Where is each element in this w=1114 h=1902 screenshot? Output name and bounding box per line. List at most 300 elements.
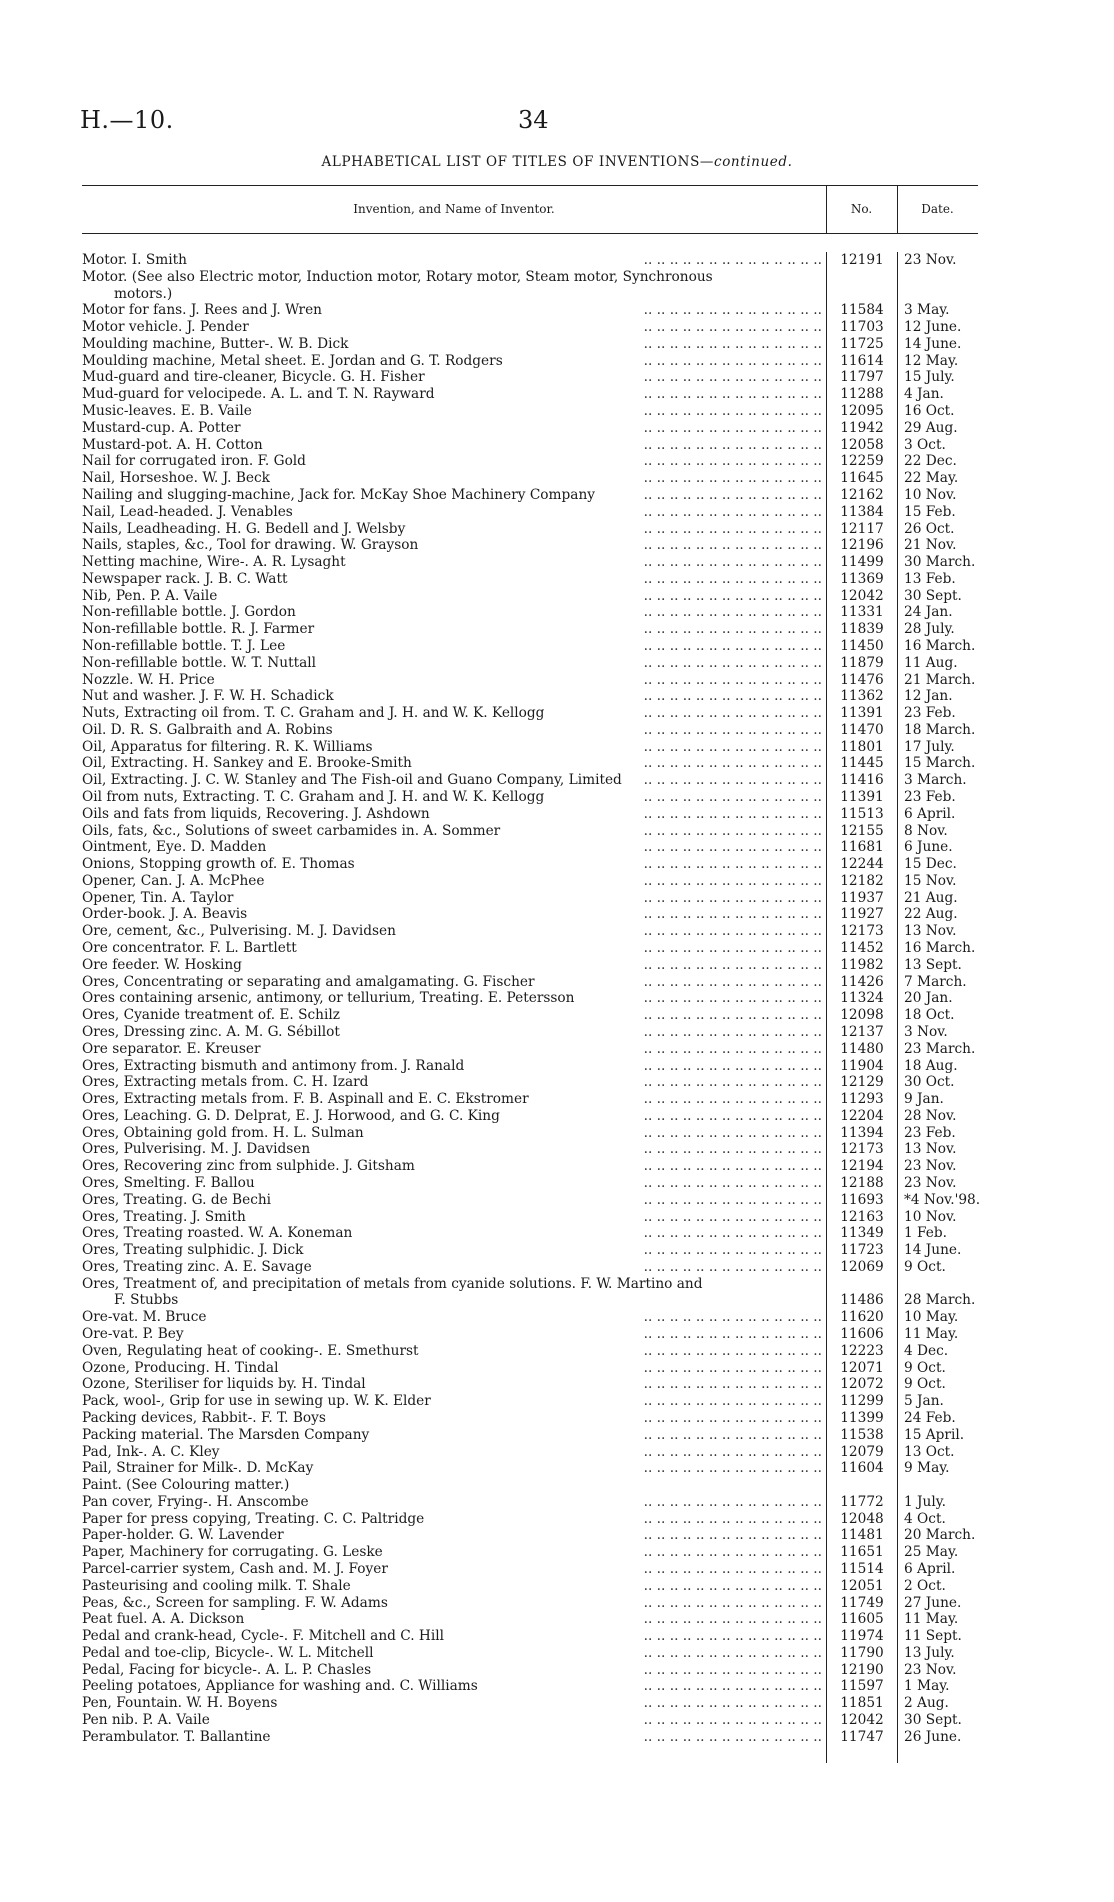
invention-text bbox=[82, 890, 822, 907]
invention-title: Ores, Treating roasted. W. A. Koneman bbox=[82, 1225, 358, 1241]
list-item bbox=[0, 655, 1114, 672]
leader-dots: .. .. .. .. .. .. .. .. .. .. .. .. .. .. bbox=[643, 1074, 822, 1091]
patent-number: 11801 bbox=[840, 738, 884, 755]
patent-number: 11797 bbox=[840, 369, 884, 386]
list-item bbox=[0, 873, 1114, 890]
leader-dots: .. .. .. .. .. .. .. .. .. .. .. .. .. .. bbox=[643, 537, 822, 554]
leader-dots: .. .. .. .. .. .. .. .. .. .. .. .. .. .. bbox=[643, 839, 822, 856]
invention-text bbox=[82, 1527, 822, 1544]
invention-text bbox=[82, 621, 822, 638]
invention-text bbox=[82, 906, 822, 923]
invention-text bbox=[82, 772, 822, 789]
patent-date: 1 Feb. bbox=[904, 1225, 948, 1242]
patent-date: 7 March. bbox=[904, 973, 967, 990]
patent-number: 11606 bbox=[840, 1326, 884, 1343]
patent-number: 12137 bbox=[840, 1023, 884, 1040]
list-item bbox=[0, 1376, 1114, 1393]
patent-number: 11703 bbox=[840, 319, 884, 336]
list-item bbox=[0, 1595, 1114, 1612]
patent-date: 20 Jan. bbox=[904, 990, 953, 1007]
invention-text bbox=[82, 1309, 822, 1326]
invention-text bbox=[82, 1074, 822, 1091]
leader-dots: .. .. .. .. .. .. .. .. .. .. .. .. .. .. bbox=[643, 1258, 822, 1275]
list-item bbox=[0, 772, 1114, 789]
invention-text bbox=[82, 1561, 822, 1578]
invention-title: Ores, Recovering zinc from sulphide. J. Gitsham bbox=[82, 1158, 421, 1174]
patent-number: 11426 bbox=[840, 973, 884, 990]
invention-title: Ozone, Steriliser for liquids by. H. Tindal bbox=[82, 1376, 372, 1392]
patent-date: 30 Sept. bbox=[904, 1712, 962, 1728]
list-item bbox=[0, 437, 1114, 454]
invention-text bbox=[82, 302, 822, 319]
leader-dots: .. .. .. .. .. .. .. .. .. .. .. .. .. .. bbox=[643, 403, 822, 420]
invention-text bbox=[82, 1041, 822, 1058]
invention-text bbox=[82, 1595, 822, 1612]
patent-number: 12196 bbox=[840, 537, 884, 554]
leader-dots: .. .. .. .. .. .. .. .. .. .. .. .. .. .. bbox=[643, 1560, 822, 1577]
invention-text bbox=[82, 1544, 822, 1561]
list-item bbox=[0, 537, 1114, 554]
patent-number: 12117 bbox=[840, 520, 884, 537]
patent-date: 14 June. bbox=[904, 335, 962, 352]
header-top-rule bbox=[82, 185, 978, 186]
patent-date: 23 Nov. bbox=[904, 1158, 957, 1175]
leader-dots: .. .. .. .. .. .. .. .. .. .. .. .. .. .. bbox=[643, 453, 822, 470]
patent-number: 12069 bbox=[840, 1258, 884, 1275]
patent-date: 16 March. bbox=[904, 940, 976, 957]
list-item bbox=[0, 1444, 1114, 1461]
patent-date: 9 May. bbox=[904, 1460, 950, 1477]
patent-date: 26 Oct. bbox=[904, 520, 955, 537]
list-item bbox=[0, 1628, 1114, 1645]
invention-title: Oil, Apparatus for filtering. R. K. Williams bbox=[82, 739, 379, 755]
patent-number: 12129 bbox=[840, 1074, 884, 1091]
invention-title: Ore concentrator. F. L. Bartlett bbox=[82, 940, 303, 956]
patent-date: 2 Aug. bbox=[904, 1695, 949, 1712]
invention-text bbox=[82, 1158, 822, 1175]
patent-number: 11391 bbox=[840, 705, 884, 722]
invention-text bbox=[82, 856, 822, 873]
list-item bbox=[0, 302, 1114, 319]
patent-number: 11942 bbox=[840, 419, 884, 436]
invention-title: Oils, fats, &c., Solutions of sweet carbamides in. A. Sommer bbox=[82, 823, 506, 839]
patent-date: 9 Jan. bbox=[904, 1091, 944, 1108]
invention-text bbox=[82, 1712, 822, 1729]
patent-date: 16 Oct. bbox=[904, 403, 955, 420]
list-item bbox=[0, 554, 1114, 571]
invention-title: Opener, Can. J. A. McPhee bbox=[82, 873, 271, 889]
leader-dots: .. .. .. .. .. .. .. .. .. .. .. .. .. .. bbox=[643, 1728, 822, 1745]
patent-number: 12098 bbox=[840, 1007, 884, 1024]
patent-date: 23 Nov. bbox=[904, 1174, 957, 1191]
patent-date: 1 May. bbox=[904, 1678, 950, 1695]
list-item bbox=[0, 1326, 1114, 1343]
list-item bbox=[0, 1712, 1114, 1729]
leader-dots: .. .. .. .. .. .. .. .. .. .. .. .. .. .. bbox=[643, 369, 822, 386]
invention-title: Ores, Extracting metals from. C. H. Izard bbox=[82, 1074, 374, 1090]
invention-title: Ores, Treating. J. Smith bbox=[82, 1209, 252, 1225]
invention-title: Ores, Concentrating or separating and amalgamating. G. Fischer bbox=[82, 974, 541, 990]
invention-text bbox=[82, 940, 822, 957]
invention-text bbox=[82, 1427, 822, 1444]
leader-dots: .. .. .. .. .. .. .. .. .. .. .. .. .. .. bbox=[643, 386, 822, 403]
patent-number: 12048 bbox=[840, 1510, 884, 1527]
patent-number: 12042 bbox=[840, 587, 884, 604]
patent-date: 3 Nov. bbox=[904, 1023, 948, 1040]
leader-dots: .. .. .. .. .. .. .. .. .. .. .. .. .. .. bbox=[643, 805, 822, 822]
patent-date: 15 March. bbox=[904, 755, 976, 772]
invention-text bbox=[82, 1326, 822, 1343]
invention-text bbox=[82, 571, 822, 588]
list-item bbox=[0, 1091, 1114, 1108]
patent-date: 25 May. bbox=[904, 1544, 959, 1561]
patent-number: 11513 bbox=[840, 805, 884, 822]
invention-text bbox=[82, 1125, 822, 1142]
invention-text bbox=[82, 739, 822, 756]
patent-date: 9 Oct. bbox=[904, 1359, 946, 1376]
list-item bbox=[0, 1309, 1114, 1326]
patent-number: 11486 bbox=[840, 1292, 884, 1309]
leader-dots: .. .. .. .. .. .. .. .. .. .. .. .. .. .. bbox=[643, 1208, 822, 1225]
patent-number: 11681 bbox=[840, 839, 884, 856]
patent-number: 11879 bbox=[840, 654, 884, 671]
patent-date: 13 Nov. bbox=[904, 1141, 957, 1158]
invention-text bbox=[82, 1007, 822, 1024]
invention-title: Pad, Ink-. A. C. Kley bbox=[82, 1444, 226, 1460]
invention-title: Packing material. The Marsden Company bbox=[82, 1427, 375, 1443]
list-item bbox=[0, 823, 1114, 840]
patent-number: 11927 bbox=[840, 906, 884, 923]
invention-title: Nut and washer. J. F. W. H. Schadick bbox=[82, 688, 340, 704]
invention-title: Motor for fans. J. Rees and J. Wren bbox=[82, 302, 328, 318]
patent-number: 11937 bbox=[840, 889, 884, 906]
patent-number: 11514 bbox=[840, 1560, 884, 1577]
patent-date: 6 April. bbox=[904, 805, 956, 822]
invention-title: Ore-vat. M. Bruce bbox=[82, 1309, 212, 1325]
patent-date: 24 Jan. bbox=[904, 604, 953, 621]
invention-title: Motor vehicle. J. Pender bbox=[82, 319, 255, 335]
patent-number: 12190 bbox=[840, 1661, 884, 1678]
patent-number: 12058 bbox=[840, 436, 884, 453]
invention-title: Nails, Leadheading. H. G. Bedell and J. Welsby bbox=[82, 521, 411, 537]
invention-title: Non-refillable bottle. T. J. Lee bbox=[82, 638, 291, 654]
invention-title: Perambulator. T. Ballantine bbox=[82, 1729, 277, 1745]
patent-date: 11 Sept. bbox=[904, 1628, 962, 1645]
leader-dots: .. .. .. .. .. .. .. .. .. .. .. .. .. .. bbox=[643, 1493, 822, 1510]
patent-date: 15 July. bbox=[904, 369, 955, 386]
invention-text bbox=[82, 1360, 822, 1377]
leader-dots: .. .. .. .. .. .. .. .. .. .. .. .. .. .. bbox=[643, 1393, 822, 1410]
patent-date: 30 Sept. bbox=[904, 587, 962, 604]
patent-number: 11839 bbox=[840, 621, 884, 638]
leader-dots: .. .. .. .. .. .. .. .. .. .. .. .. .. .. bbox=[643, 755, 822, 772]
invention-title: Ores, Pulverising. M. J. Davidsen bbox=[82, 1141, 316, 1157]
patent-date: 10 Nov. bbox=[904, 486, 957, 503]
leader-dots: .. .. .. .. .. .. .. .. .. .. .. .. .. .. bbox=[643, 1309, 822, 1326]
patent-date: 24 Feb. bbox=[904, 1409, 956, 1426]
invention-text bbox=[82, 437, 822, 454]
leader-dots: .. .. .. .. .. .. .. .. .. .. .. .. .. .. bbox=[643, 1342, 822, 1359]
invention-title: Mud-guard and tire-cleaner, Bicycle. G. H. Fisher bbox=[82, 369, 431, 385]
list-item bbox=[0, 1611, 1114, 1628]
invention-text bbox=[82, 789, 822, 806]
patent-date: 15 Dec. bbox=[904, 856, 957, 873]
leader-dots: .. .. .. .. .. .. .. .. .. .. .. .. .. .. bbox=[643, 721, 822, 738]
invention-title-line2: motors.) bbox=[114, 285, 173, 302]
invention-text bbox=[82, 1494, 822, 1511]
list-item bbox=[0, 705, 1114, 722]
patent-number: 12188 bbox=[840, 1174, 884, 1191]
patent-number: 11391 bbox=[840, 789, 884, 806]
invention-title: Ozone, Producing. H. Tindal bbox=[82, 1360, 284, 1376]
invention-text bbox=[82, 688, 822, 705]
leader-dots: .. .. .. .. .. .. .. .. .. .. .. .. .. .. bbox=[643, 587, 822, 604]
list-item bbox=[0, 386, 1114, 403]
patent-date: 5 Jan. bbox=[904, 1393, 944, 1410]
patent-number: 12204 bbox=[840, 1107, 884, 1124]
list-item bbox=[0, 1578, 1114, 1595]
invention-title: Ore, cement, &c., Pulverising. M. J. Davidsen bbox=[82, 923, 402, 939]
list-item bbox=[0, 1041, 1114, 1058]
invention-text bbox=[82, 269, 822, 303]
patent-date: 13 Oct. bbox=[904, 1443, 955, 1460]
inventions-list bbox=[0, 252, 1114, 1746]
invention-text bbox=[82, 604, 822, 621]
invention-title: Paper for press copying, Treating. C. C. Paltridge bbox=[82, 1511, 430, 1527]
patent-number: 11614 bbox=[840, 352, 884, 369]
invention-title: Onions, Stopping growth of. E. Thomas bbox=[82, 856, 361, 872]
leader-dots: .. .. .. .. .. .. .. .. .. .. .. .. .. .. bbox=[643, 637, 822, 654]
leader-dots: .. .. .. .. .. .. .. .. .. .. .. .. .. .. bbox=[643, 889, 822, 906]
invention-text bbox=[82, 1343, 822, 1360]
invention-title: Ores, Extracting metals from. F. B. Aspinall and E. C. Ekstromer bbox=[82, 1091, 535, 1107]
patent-number: 11362 bbox=[840, 688, 884, 705]
list-item bbox=[0, 906, 1114, 923]
leader-dots: .. .. .. .. .. .. .. .. .. .. .. .. .. .. bbox=[643, 1611, 822, 1628]
patent-date: 29 Aug. bbox=[904, 419, 958, 436]
invention-title: Oil, Extracting. J. C. W. Stanley and The Fish-oil and Guano Company, Limited bbox=[82, 772, 628, 788]
list-item bbox=[0, 621, 1114, 638]
patent-date: 23 Nov. bbox=[904, 1661, 957, 1678]
invention-title: Opener, Tin. A. Taylor bbox=[82, 890, 239, 906]
list-item bbox=[0, 1209, 1114, 1226]
patent-number: 11790 bbox=[840, 1644, 884, 1661]
invention-title: Peas, &c., Screen for sampling. F. W. Adams bbox=[82, 1595, 394, 1611]
patent-date: 22 Dec. bbox=[904, 453, 957, 470]
list-item bbox=[0, 672, 1114, 689]
list-item bbox=[0, 1360, 1114, 1377]
patent-number: 11725 bbox=[840, 335, 884, 352]
patent-date: 10 Nov. bbox=[904, 1208, 957, 1225]
patent-date: 13 Nov. bbox=[904, 923, 957, 940]
patent-number: 11749 bbox=[840, 1594, 884, 1611]
page-number: 34 bbox=[518, 106, 549, 134]
list-item bbox=[0, 1242, 1114, 1259]
list-item bbox=[0, 1141, 1114, 1158]
invention-title: Moulding machine, Metal sheet. E. Jordan and G. T. Rodgers bbox=[82, 353, 509, 369]
leader-dots: .. .. .. .. .. .. .. .. .. .. .. .. .. .. bbox=[643, 1124, 822, 1141]
invention-text bbox=[82, 839, 822, 856]
patent-date: 8 Nov. bbox=[904, 822, 948, 839]
patent-date: 3 March. bbox=[904, 772, 967, 789]
patent-date: 14 June. bbox=[904, 1242, 962, 1259]
invention-title: Ore-vat. P. Bey bbox=[82, 1326, 190, 1342]
list-item bbox=[0, 940, 1114, 957]
list-item bbox=[0, 957, 1114, 974]
list-item bbox=[0, 1527, 1114, 1544]
patent-date: 23 Feb. bbox=[904, 705, 956, 722]
invention-title: Oven, Regulating heat of cooking-. E. Smethurst bbox=[82, 1343, 425, 1359]
invention-text bbox=[82, 1141, 822, 1158]
invention-text bbox=[82, 470, 822, 487]
invention-text bbox=[82, 319, 822, 336]
patent-number: 11394 bbox=[840, 1124, 884, 1141]
patent-number: 11288 bbox=[840, 386, 884, 403]
invention-text bbox=[82, 923, 822, 940]
leader-dots: .. .. .. .. .. .. .. .. .. .. .. .. .. .. bbox=[643, 772, 822, 789]
list-item bbox=[0, 1276, 1114, 1310]
invention-text bbox=[82, 655, 822, 672]
list-item bbox=[0, 1225, 1114, 1242]
invention-title: Oil. D. R. S. Galbraith and A. Robins bbox=[82, 722, 339, 738]
list-item bbox=[0, 1192, 1114, 1209]
invention-text bbox=[82, 957, 822, 974]
invention-title: Pen, Fountain. W. H. Boyens bbox=[82, 1695, 283, 1711]
invention-title: Non-refillable bottle. W. T. Nuttall bbox=[82, 655, 322, 671]
invention-text bbox=[82, 1511, 822, 1528]
patent-date: 22 May. bbox=[904, 470, 959, 487]
invention-title: Oils and fats from liquids, Recovering. J. Ashdown bbox=[82, 806, 436, 822]
list-item bbox=[0, 1074, 1114, 1091]
invention-text bbox=[82, 722, 822, 739]
list-item bbox=[0, 1058, 1114, 1075]
patent-date: 3 Oct. bbox=[904, 436, 946, 453]
column-header-invention: Invention, and Name of Inventor. bbox=[353, 202, 555, 216]
patent-number: 11605 bbox=[840, 1611, 884, 1628]
leader-dots: .. .. .. .. .. .. .. .. .. .. .. .. .. .. bbox=[643, 923, 822, 940]
invention-title: Peeling potatoes, Appliance for washing and. C. Williams bbox=[82, 1678, 484, 1694]
invention-text bbox=[82, 1662, 822, 1679]
patent-date: 16 March. bbox=[904, 637, 976, 654]
patent-date: 1 July. bbox=[904, 1493, 947, 1510]
leader-dots: .. .. .. .. .. .. .. .. .. .. .. .. .. .. bbox=[643, 822, 822, 839]
invention-title: Non-refillable bottle. J. Gordon bbox=[82, 604, 302, 620]
patent-number: 11747 bbox=[840, 1728, 884, 1745]
patent-date: 9 Oct. bbox=[904, 1376, 946, 1393]
invention-text bbox=[82, 537, 822, 554]
patent-date: 13 July. bbox=[904, 1644, 955, 1661]
leader-dots: .. .. .. .. .. .. .. .. .. .. .. .. .. .. bbox=[643, 1712, 822, 1728]
patent-number: 11384 bbox=[840, 503, 884, 520]
leader-dots: .. .. .. .. .. .. .. .. .. .. .. .. .. .. bbox=[643, 1661, 822, 1678]
leader-dots: .. .. .. .. .. .. .. .. .. .. .. .. .. .. bbox=[643, 352, 822, 369]
patent-number: 11772 bbox=[840, 1493, 884, 1510]
invention-title: Ores, Leaching. G. D. Delprat, E. J. Horwood, and G. C. King bbox=[82, 1108, 506, 1124]
leader-dots: .. .. .. .. .. .. .. .. .. .. .. .. .. .. bbox=[643, 1577, 822, 1594]
invention-title: Moulding machine, Butter-. W. B. Dick bbox=[82, 336, 354, 352]
invention-text bbox=[82, 521, 822, 538]
list-item bbox=[0, 923, 1114, 940]
list-item bbox=[0, 1494, 1114, 1511]
invention-text bbox=[82, 336, 822, 353]
page-reference: H.—10. bbox=[80, 106, 174, 134]
invention-title: Pail, Strainer for Milk-. D. McKay bbox=[82, 1460, 319, 1476]
invention-text bbox=[82, 1477, 822, 1494]
leader-dots: .. .. .. .. .. .. .. .. .. .. .. .. .. .. bbox=[643, 1544, 822, 1561]
leader-dots: .. .. .. .. .. .. .. .. .. .. .. .. .. .. bbox=[643, 856, 822, 873]
list-item bbox=[0, 1393, 1114, 1410]
patent-number: 12042 bbox=[840, 1712, 884, 1728]
patent-date: 23 Feb. bbox=[904, 789, 956, 806]
patent-number: 11645 bbox=[840, 470, 884, 487]
invention-text bbox=[82, 369, 822, 386]
invention-title: Ores, Treating. G. de Bechi bbox=[82, 1192, 277, 1208]
patent-number: 11723 bbox=[840, 1242, 884, 1259]
list-item bbox=[0, 1158, 1114, 1175]
list-item bbox=[0, 252, 1114, 269]
patent-date: 20 March. bbox=[904, 1527, 976, 1544]
invention-title: Order-book. J. A. Beavis bbox=[82, 906, 253, 922]
list-item bbox=[0, 1477, 1114, 1494]
invention-text bbox=[82, 420, 822, 437]
list-item bbox=[0, 990, 1114, 1007]
list-item bbox=[0, 604, 1114, 621]
leader-dots: .. .. .. .. .. .. .. .. .. .. .. .. .. .. bbox=[643, 1242, 822, 1259]
list-item bbox=[0, 722, 1114, 739]
patent-number: 11651 bbox=[840, 1544, 884, 1561]
invention-text bbox=[82, 453, 822, 470]
patent-number: 12051 bbox=[840, 1577, 884, 1594]
invention-title: Ores containing arsenic, antimony, or tellurium, Treating. E. Petersson bbox=[82, 990, 580, 1006]
patent-date: 4 Oct. bbox=[904, 1510, 946, 1527]
patent-number: 11470 bbox=[840, 721, 884, 738]
patent-date: 12 Jan. bbox=[904, 688, 953, 705]
list-item bbox=[0, 504, 1114, 521]
leader-dots: .. .. .. .. .. .. .. .. .. .. .. .. .. .. bbox=[643, 1527, 822, 1544]
leader-dots: .. .. .. .. .. .. .. .. .. .. .. .. .. .. bbox=[643, 419, 822, 436]
list-item bbox=[0, 521, 1114, 538]
invention-title: Ores, Cyanide treatment of. E. Schilz bbox=[82, 1007, 346, 1023]
patent-date: 9 Oct. bbox=[904, 1258, 946, 1275]
patent-date: 18 Aug. bbox=[904, 1057, 958, 1074]
patent-date: 12 June. bbox=[904, 319, 962, 336]
leader-dots: .. .. .. .. .. .. .. .. .. .. .. .. .. .. bbox=[643, 604, 822, 621]
invention-text bbox=[82, 672, 822, 689]
leader-dots: .. .. .. .. .. .. .. .. .. .. .. .. .. .. bbox=[643, 688, 822, 705]
leader-dots: .. .. .. .. .. .. .. .. .. .. .. .. .. .. bbox=[643, 302, 822, 319]
patent-date: 15 Feb. bbox=[904, 503, 956, 520]
column-header-date: Date. bbox=[921, 202, 954, 216]
leader-dots: .. .. .. .. .. .. .. .. .. .. .. .. .. .. bbox=[643, 1057, 822, 1074]
invention-title: Pan cover, Frying-. H. Anscombe bbox=[82, 1494, 315, 1510]
patent-date: 18 March. bbox=[904, 721, 976, 738]
leader-dots: .. .. .. .. .. .. .. .. .. .. .. .. .. .. bbox=[643, 872, 822, 889]
patent-number: 11450 bbox=[840, 637, 884, 654]
list-item bbox=[0, 269, 1114, 303]
invention-text bbox=[82, 1611, 822, 1628]
list-item bbox=[0, 1125, 1114, 1142]
header-bottom-rule bbox=[82, 233, 978, 234]
leader-dots: .. .. .. .. .. .. .. .. .. .. .. .. .. .. bbox=[643, 906, 822, 923]
invention-text bbox=[82, 1242, 822, 1259]
leader-dots: .. .. .. .. .. .. .. .. .. .. .. .. .. .. bbox=[643, 470, 822, 487]
invention-title: Nail, Lead-headed. J. Venables bbox=[82, 504, 299, 520]
leader-dots: .. .. .. .. .. .. .. .. .. .. .. .. .. .. bbox=[643, 1007, 822, 1024]
list-item bbox=[0, 470, 1114, 487]
leader-dots: .. .. .. .. .. .. .. .. .. .. .. .. .. .. bbox=[643, 1091, 822, 1108]
leader-dots: .. .. .. .. .. .. .. .. .. .. .. .. .. .. bbox=[643, 1510, 822, 1527]
invention-text bbox=[82, 1058, 822, 1075]
